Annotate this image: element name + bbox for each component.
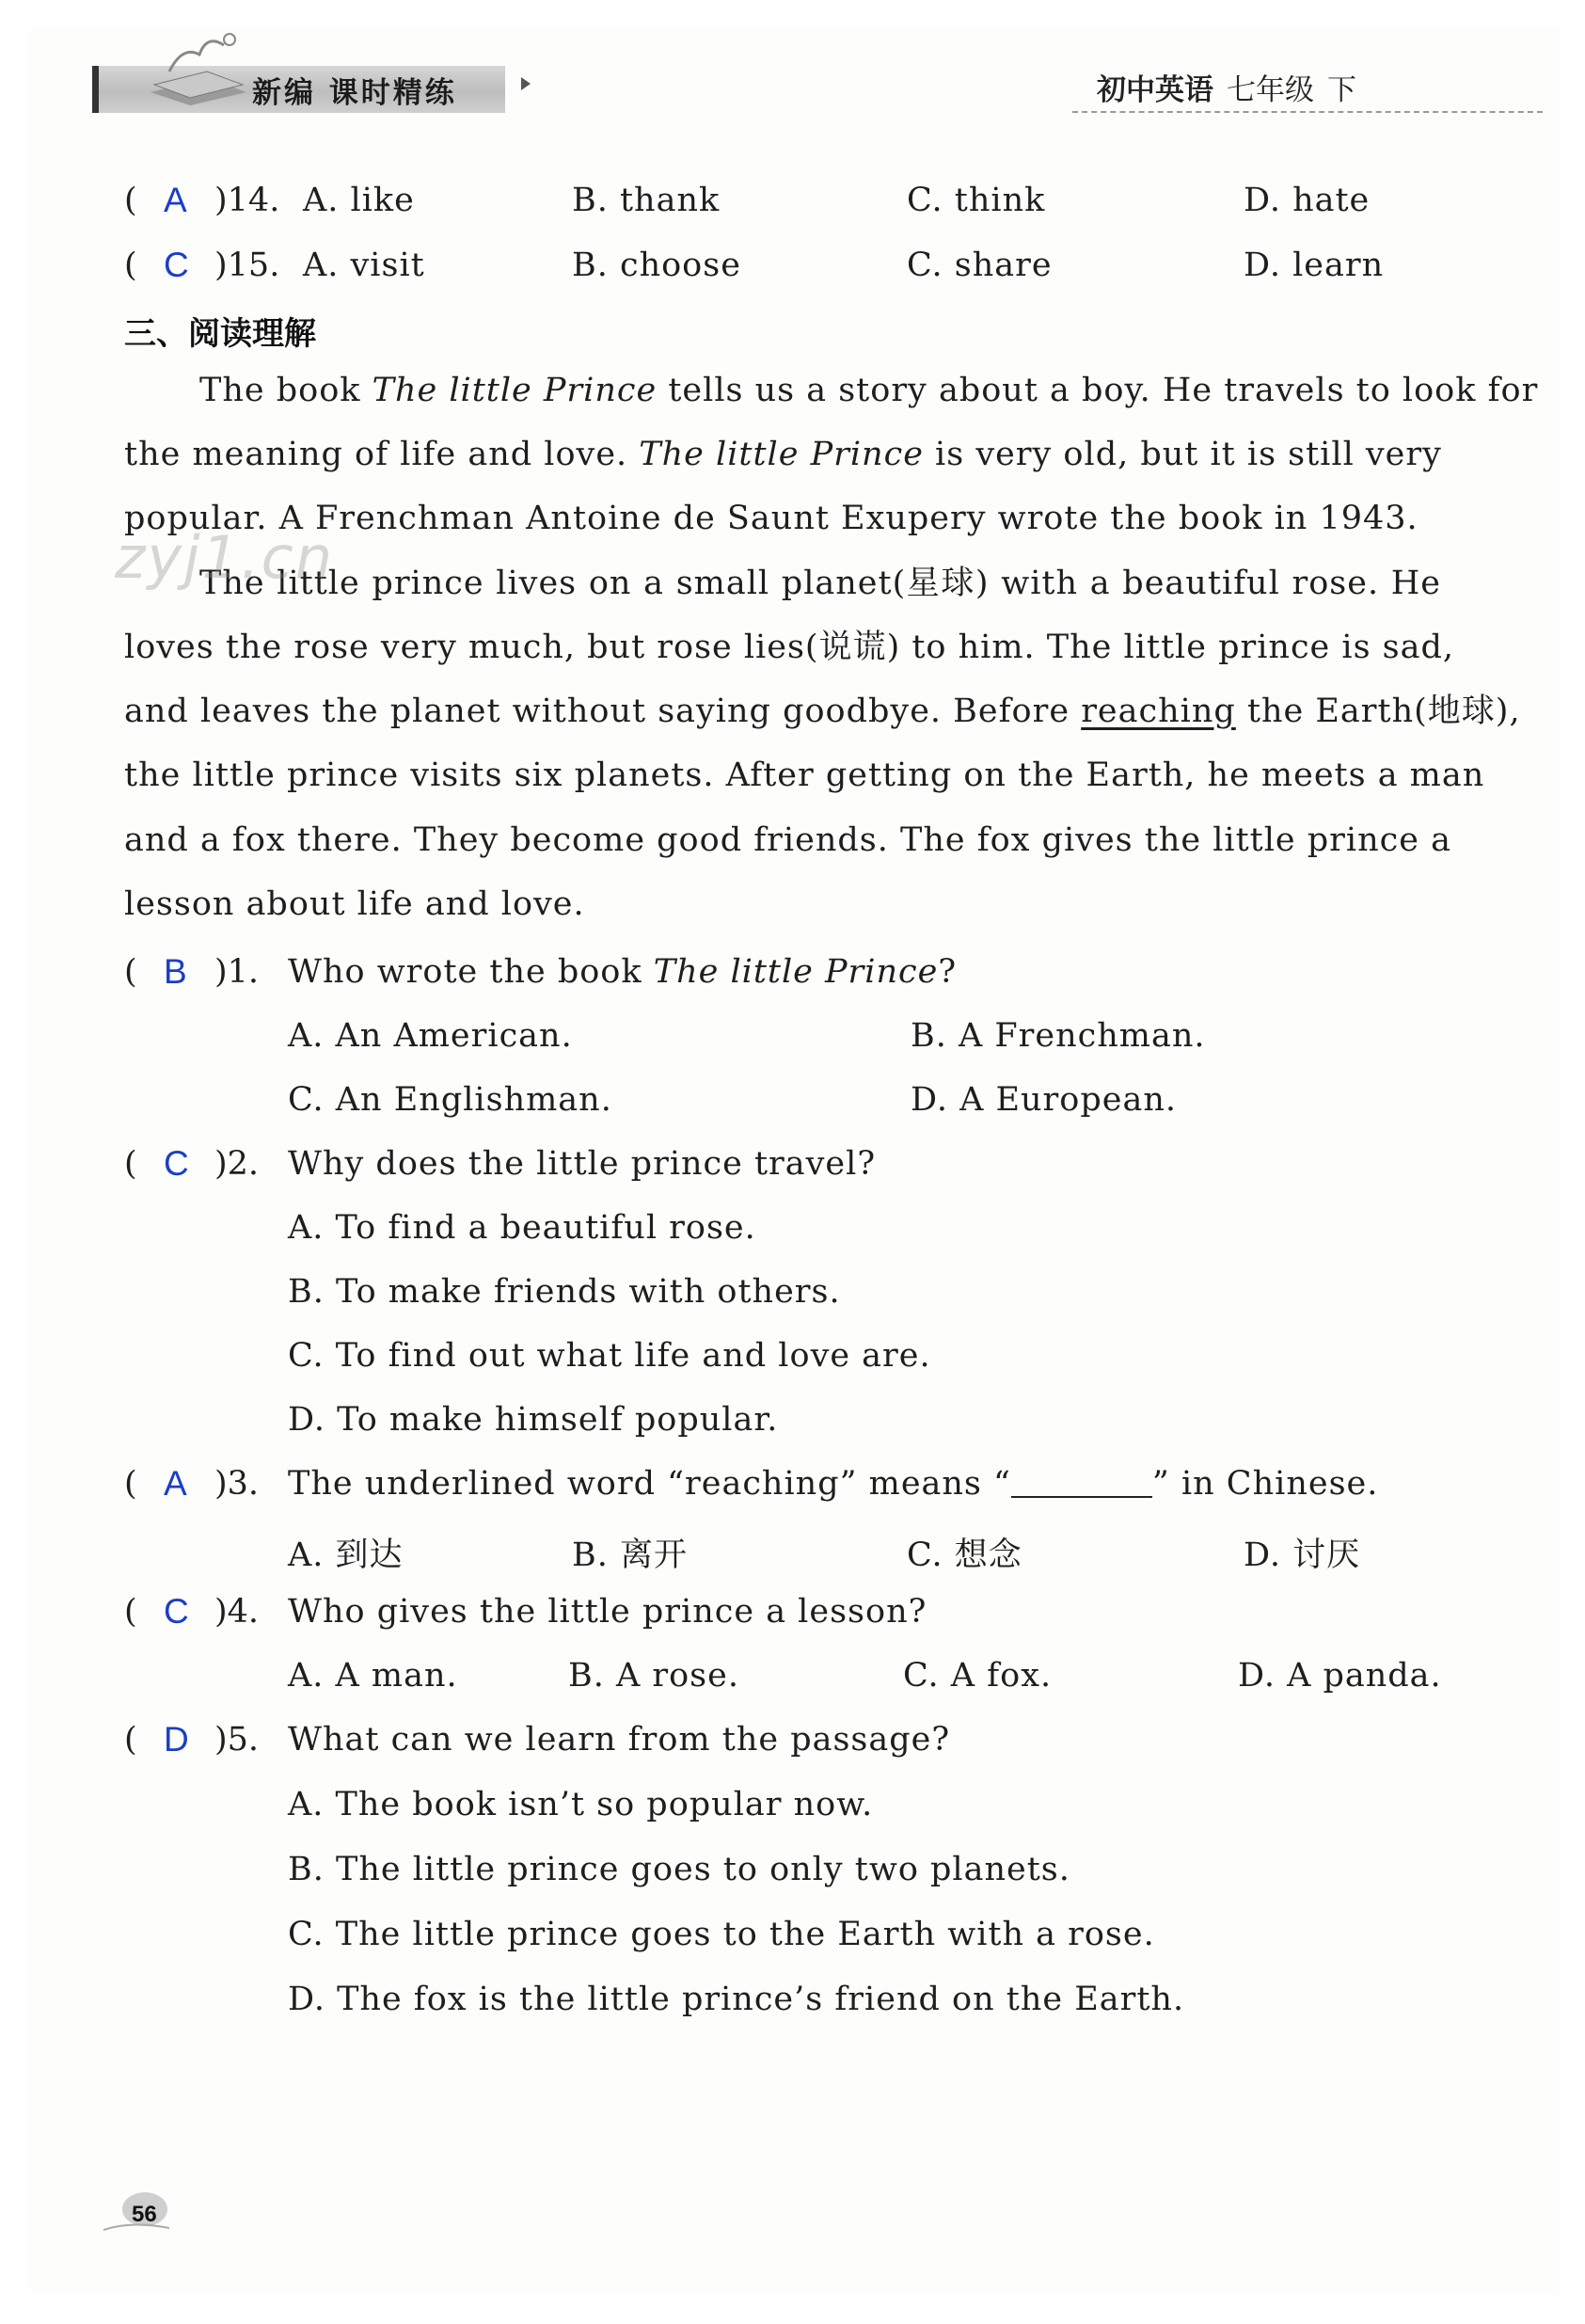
triangle-arrow-icon xyxy=(521,77,531,90)
option-b: B. thank xyxy=(572,182,721,219)
series-title: 新编 课时精练 xyxy=(252,76,457,110)
option-c: C. 想念 xyxy=(907,1536,1022,1574)
option-a: A. An American. xyxy=(288,1017,573,1055)
answer-blank xyxy=(1011,1468,1152,1498)
answer-paren: ( xyxy=(124,1721,137,1759)
book-stack-icon xyxy=(141,26,254,106)
option-c: C. share xyxy=(907,247,1053,284)
option-d: D. A panda. xyxy=(1238,1657,1442,1695)
passage-line: loves the rose very much, but rose lies(说谎) to him. The little prince is sad, xyxy=(124,629,1455,666)
page-number: 56 xyxy=(132,2202,157,2227)
option-d: D. A European. xyxy=(911,1081,1178,1119)
question-number: )2. xyxy=(214,1145,260,1183)
book-title: The little Prince xyxy=(653,953,939,991)
question-number: )15. xyxy=(214,247,280,284)
passage-line: lesson about life and love. xyxy=(124,885,585,923)
passage-line: and leaves the planet without saying goodbye. Before reaching the Earth(地球), xyxy=(124,692,1521,730)
option-b: B. 离开 xyxy=(572,1536,688,1574)
answer-paren: ( xyxy=(124,953,137,991)
option-a: A. The book isn’t so popular now. xyxy=(288,1786,874,1823)
option-d: D. learn xyxy=(1244,247,1385,284)
option-a: A. like xyxy=(303,182,415,219)
option-b: B. A Frenchman. xyxy=(911,1017,1206,1055)
header-subject-info xyxy=(1097,66,1356,108)
question-stem: Who wrote the book The little Prince? xyxy=(288,953,958,991)
question-stem: Why does the little prince travel? xyxy=(288,1145,877,1183)
answer-paren: ( xyxy=(124,1593,137,1631)
question-stem: The underlined word “reaching” means “ ” in Chinese. xyxy=(288,1465,1379,1503)
page-header xyxy=(0,0,1585,132)
book-title: The little Prince xyxy=(639,436,924,473)
answer-letter: B xyxy=(164,952,187,991)
passage-line: the meaning of life and love. The little Prince is very old, but it is still very xyxy=(124,436,1442,473)
volume-label: 下 xyxy=(1327,73,1356,107)
option-c: C. To find out what life and love are. xyxy=(288,1337,931,1375)
option-d: D. The fox is the little prince’s friend on the Earth. xyxy=(288,1981,1185,2018)
question-number: )14. xyxy=(214,182,280,219)
option-b: B. To make friends with others. xyxy=(288,1273,841,1311)
answer-letter: C xyxy=(164,1592,189,1631)
passage-line: the little prince visits six planets. After getting on the Earth, he meets a man xyxy=(124,756,1485,794)
section-title: 三、阅读理解 xyxy=(124,315,316,353)
answer-letter: A xyxy=(164,181,187,219)
passage-line: The book The little Prince tells us a story about a boy. He travels to look for xyxy=(199,372,1539,409)
answer-letter: A xyxy=(164,1464,187,1503)
watermark: zyj1.cn xyxy=(115,523,334,592)
question-number: )3. xyxy=(214,1465,260,1503)
question-number: )5. xyxy=(214,1721,260,1759)
answer-paren: ( xyxy=(124,1465,137,1503)
answer-paren: ( xyxy=(124,182,137,219)
option-b: B. A rose. xyxy=(568,1657,739,1695)
question-stem: What can we learn from the passage? xyxy=(288,1721,951,1759)
answer-letter: C xyxy=(164,246,189,284)
option-b: B. choose xyxy=(572,247,741,284)
answer-letter: D xyxy=(164,1720,189,1759)
answer-paren: ( xyxy=(124,1145,137,1183)
question-stem: Who gives the little prince a lesson? xyxy=(288,1593,927,1631)
question-number: )1. xyxy=(214,953,260,991)
option-c: C. A fox. xyxy=(903,1657,1053,1695)
passage-line: popular. A Frenchman Antoine de Saunt Exupery wrote the book in 1943. xyxy=(124,500,1419,537)
option-a: A. To find a beautiful rose. xyxy=(288,1209,756,1247)
header-dashed-line xyxy=(1072,111,1543,113)
option-c: C. An Englishman. xyxy=(288,1081,612,1119)
option-b: B. The little prince goes to only two planets. xyxy=(288,1851,1070,1888)
option-d: D. hate xyxy=(1244,182,1371,219)
option-c: C. The little prince goes to the Earth with a rose. xyxy=(288,1916,1155,1953)
answer-paren: ( xyxy=(124,247,137,284)
option-a: A. A man. xyxy=(288,1657,458,1695)
option-a: A. 到达 xyxy=(288,1536,404,1574)
option-a: A. visit xyxy=(303,247,425,284)
answer-letter: C xyxy=(164,1144,189,1183)
option-d: D. 讨厌 xyxy=(1244,1536,1361,1574)
subject-label: 初中英语 xyxy=(1097,73,1213,107)
option-c: C. think xyxy=(907,182,1046,219)
underlined-word: reaching xyxy=(1081,692,1236,730)
option-d: D. To make himself popular. xyxy=(288,1401,779,1439)
grade-label: 七年级 xyxy=(1227,73,1314,107)
passage-line: and a fox there. They become good friends. The fox gives the little prince a xyxy=(124,821,1451,859)
passage-line: The little prince lives on a small planet(星球) with a beautiful rose. He xyxy=(199,565,1441,602)
question-number: )4. xyxy=(214,1593,260,1631)
book-title: The little Prince xyxy=(372,372,658,409)
